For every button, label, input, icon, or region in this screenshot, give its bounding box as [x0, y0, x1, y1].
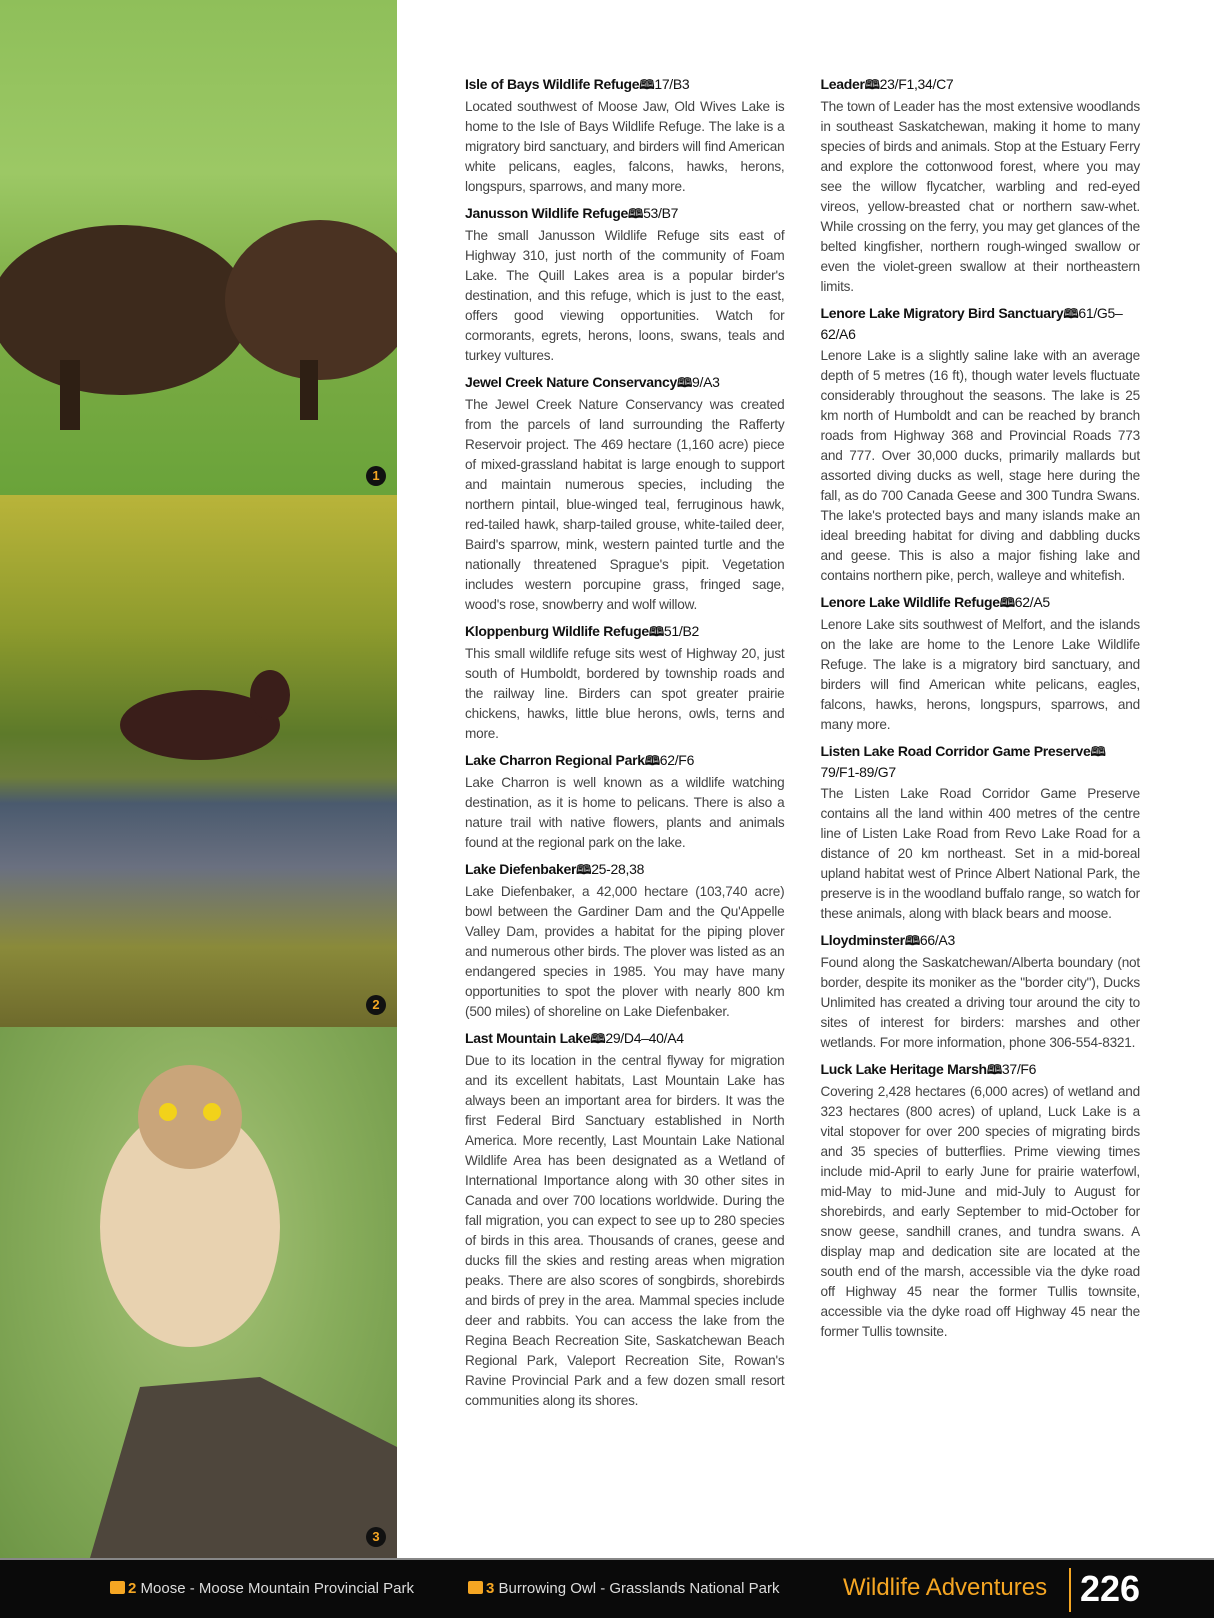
- camera-icon: [110, 1581, 125, 1594]
- entry-heading: [465, 750, 785, 771]
- map-book-icon: 🕮: [590, 1031, 606, 1046]
- entry-text: Found along the Saskatchewan/Alberta boundary (not border, despite its moniker as the "border city"), Ducks Unlimited has created a driving tour around the city to sites of interest for birders: marshes and other wetlands. For more information, phone 306-554-8321.: [820, 955, 1140, 1050]
- map-reference: 62/F6: [659, 752, 695, 768]
- entry-text: Lenore Lake is a slightly saline lake with an average depth of 5 metres (16 ft), though water levels fluctuate considerably throughout the seasons. The lake is 25 km north of Humboldt and can be reached by branch roads from Highway 368 and Provincial Roads 773 and 777. Over 30,000 ducks, primarily mallards but assorted diving ducks as well, stage here during the fall, as do 700 Canada Geese and 300 Tundra Swans. The lake's protected bays and many islands make an ideal breeding habitat for diving and dabbling ducks and geese. This is also a major fishing lake and contains northern pike, perch, walleye and whitefish.: [820, 348, 1140, 583]
- article-columns: [465, 68, 1140, 1411]
- page-footer: [0, 1558, 1214, 1618]
- entry-title: Lloydminster: [820, 932, 905, 948]
- right-column: [821, 68, 1141, 1411]
- map-reference: 62/A5: [1014, 594, 1050, 610]
- map-reference: 23/F1,34/C7: [879, 76, 954, 92]
- map-reference: 25-28,38: [591, 861, 645, 877]
- entry-text: Lenore Lake sits southwest of Melfort, and the islands on the lake are home to the Lenore Lake Wildlife Refuge. The lake is a migratory bird sanctuary, and birders will find American white pelicans, eagles, falcons, hawks, herons, longspurs, sparrows, and many more.: [820, 617, 1140, 732]
- owl-illustration: [0, 1027, 397, 1558]
- entry-text: The town of Leader has the most extensive woodlands in southeast Saskatchewan, making it home to many species of birds and animals. Stop at the Estuary Ferry and explore the cottonwood forest, where you may see the willow flycatcher, warbling and red-eyed vireos, yellow-breasted chat or northern saw-whet. While crossing on the ferry, you may get glances of the belted kingfisher, northern rough-winged swallow or even the violet-green swallow at their northeastern limits.: [820, 99, 1140, 294]
- camera-icon: [468, 1581, 483, 1594]
- map-book-icon: 🕮: [576, 862, 592, 877]
- page-number: 226: [1080, 1568, 1141, 1609]
- entry-text: Due to its location in the central flyway for migration and its excellent habitats, Last Mountain Lake has always been an important area for birders. It was the first Federal Bird Sanctuary established in North America. More recently, Last Mountain Lake National Wildlife Area has been designated as a Wetland of International Importance along with 30 other sites in Canada and over 700 locations worldwide. During the fall migration, you can expect to see up to 280 species of birds in this area. Thousands of cranes, geese and ducks fill the skies and resting areas when migration peaks. There are also scores of songbirds, shorebirds and birds of prey in the area. Mammal species include deer and rabbits. You can access the lake from the Regina Beach Recreation Site, Saskatchewan Beach Regional Park, Valeport Recreation Site, Rowan's Ravine Provincial Park and a few dozen small resort communities along its shores.: [465, 1053, 785, 1408]
- entry-title: Isle of Bays Wildlife Refuge: [465, 76, 640, 92]
- map-reference: 17/B3: [654, 76, 690, 92]
- entry-title: Jewel Creek Nature Conservancy: [465, 374, 677, 390]
- map-reference: 37/F6: [1001, 1061, 1037, 1077]
- entry-heading: [821, 741, 1141, 782]
- entry-text: Lake Diefenbaker, a 42,000 hectare (103,740 acre) bowl between the Gardiner Dam and the Qu'Appelle Valley Dam, provides a habitat for the piping plover and numerous other birds. The plover was listed as an endangered species in 1985. You may have many opportunities to spot the plover with nearly 800 km (500 miles) of shoreline on Lake Diefenbaker.: [465, 884, 785, 1019]
- entry-text: Lake Charron is well known as a wildlife watching destination, as it is home to pelicans. There is also a nature trail with native flowers, plants and animals found at the regional park on the lake.: [465, 775, 785, 850]
- entry-heading: [821, 303, 1141, 344]
- entry-heading: [465, 621, 785, 642]
- map-book-icon: 🕮: [648, 624, 664, 639]
- map-book-icon: 🕮: [986, 1062, 1002, 1077]
- map-book-icon: 🕮: [904, 933, 920, 948]
- entry-heading: [465, 372, 785, 393]
- divider: [1069, 1568, 1071, 1612]
- map-reference: 9/A3: [692, 374, 720, 390]
- entry-heading: [821, 592, 1141, 613]
- entry-text: The small Janusson Wildlife Refuge sits east of Highway 310, just north of the community of Foam Lake. The Quill Lakes area is a popular birder's destination, and this refuge, which is just to the east, offers good viewing opportunities. Watch for cormorants, egrets, herons, loons, swans, teals and turkey vultures.: [465, 228, 785, 363]
- map-reference: 51/B2: [663, 623, 699, 639]
- photo-number-badge: 1: [366, 466, 386, 486]
- entry-title: Leader: [820, 76, 865, 92]
- entry-heading: [821, 1059, 1141, 1080]
- map-reference: 53/B7: [643, 205, 679, 221]
- bison-illustration: [0, 0, 397, 495]
- map-reference: 79/F1-89/G7: [820, 764, 896, 780]
- section-title: Wildlife Adventures: [843, 1574, 1048, 1601]
- entry-heading: [821, 930, 1141, 951]
- entry-title: Last Mountain Lake: [465, 1030, 591, 1046]
- entry-title: Janusson Wildlife Refuge: [465, 205, 629, 221]
- entry-text: Covering 2,428 hectares (6,000 acres) of wetland and 323 hectares (800 acres) of upland, Luck Lake is a vital stopover for over 200 species of migrating birds and 35 species of butterflies. Prime viewing times include mid-April to early June for prairie waterfowl, mid-May to mid-June and mid-July to August for shorebirds, and early September to mid-October for snow geese, sandhill cranes, and tundra swans. A display map and dedication site are located at the south end of the marsh, accessible via the dyke road off Highway 45 near the former Tullis townsite, accessible via the dyke road off Highway 45 near the former Tullis townsite.: [820, 1084, 1140, 1339]
- owl-photo: [0, 1027, 397, 1558]
- entry-heading: [465, 1028, 785, 1049]
- map-book-icon: 🕮: [628, 206, 644, 221]
- entry-title: Lake Charron Regional Park: [465, 752, 645, 768]
- moose-illustration: [0, 495, 397, 1027]
- entry-title: Lenore Lake Wildlife Refuge: [820, 594, 1000, 610]
- entry-title: Kloppenburg Wildlife Refuge: [465, 623, 649, 639]
- entry-text: This small wildlife refuge sits west of Highway 20, just south of Humboldt, bordered by township roads and the railway line. Birders can spot greater prairie chickens, hawks, little blue herons, owls, terns and more.: [465, 646, 785, 741]
- photo-caption: 3 Burrowing Owl - Grasslands National Park: [468, 1580, 779, 1597]
- entry-heading: [465, 859, 785, 880]
- entry-heading: [465, 74, 785, 95]
- entry-text: The Listen Lake Road Corridor Game Preserve contains all the land within 400 metres of the centre line of Listen Lake Road from Revo Lake Road for a distance of 20 km northeast. Set in a mid-boreal upland habitat west of Prince Albert National Park, the preserve is in the woodland buffalo range, so watch for these animals, along with black bears and moose.: [820, 786, 1140, 921]
- entry-heading: [465, 203, 785, 224]
- map-reference: 66/A3: [919, 932, 955, 948]
- map-book-icon: 🕮: [644, 753, 660, 768]
- entry-text: The Jewel Creek Nature Conservancy was created from the parcels of land surrounding the Rafferty Reservoir project. The 469 hectare (1,160 acre) piece of mixed-grassland habitat is large enough to support and maintain numerous species, including the northern pintail, blue-winged teal, ferruginous hawk, red-tailed hawk, sharp-tailed grouse, white-tailed deer, Baird's sparrow, mink, western painted turtle and the nationally threatened Sprague's pipit. Vegetation includes western porcupine grass, fringed sage, wood's rose, snowberry and wolf willow.: [465, 397, 785, 612]
- map-reference: 61/G5–62/A6: [820, 305, 1123, 342]
- entry-heading: [821, 74, 1141, 95]
- entry-text: Located southwest of Moose Jaw, Old Wives Lake is home to the Isle of Bays Wildlife Refuge. The lake is a migratory bird sanctuary, and birders will find American white pelicans, eagles, falcons, hawks, herons, longspurs, sparrows, and many more.: [465, 99, 785, 194]
- bison-photo: [0, 0, 397, 495]
- entry-title: Lenore Lake Migratory Bird Sanctuary: [820, 305, 1064, 321]
- map-reference: 29/D4–40/A4: [605, 1030, 684, 1046]
- map-book-icon: 🕮: [1090, 744, 1106, 759]
- map-book-icon: 🕮: [999, 595, 1015, 610]
- map-book-icon: 🕮: [864, 77, 880, 92]
- entry-title: Listen Lake Road Corridor Game Preserve: [820, 743, 1091, 759]
- left-column: [465, 68, 785, 1411]
- map-book-icon: 🕮: [1063, 306, 1079, 321]
- photo-caption: 2 Moose - Moose Mountain Provincial Park: [110, 1580, 414, 1597]
- map-book-icon: 🕮: [639, 77, 655, 92]
- map-book-icon: 🕮: [677, 375, 693, 390]
- entry-title: Luck Lake Heritage Marsh: [820, 1061, 987, 1077]
- photo-number-badge: 3: [366, 1527, 386, 1547]
- photo-number-badge: 2: [366, 995, 386, 1015]
- entry-title: Lake Diefenbaker: [465, 861, 577, 877]
- moose-photo: [0, 495, 397, 1027]
